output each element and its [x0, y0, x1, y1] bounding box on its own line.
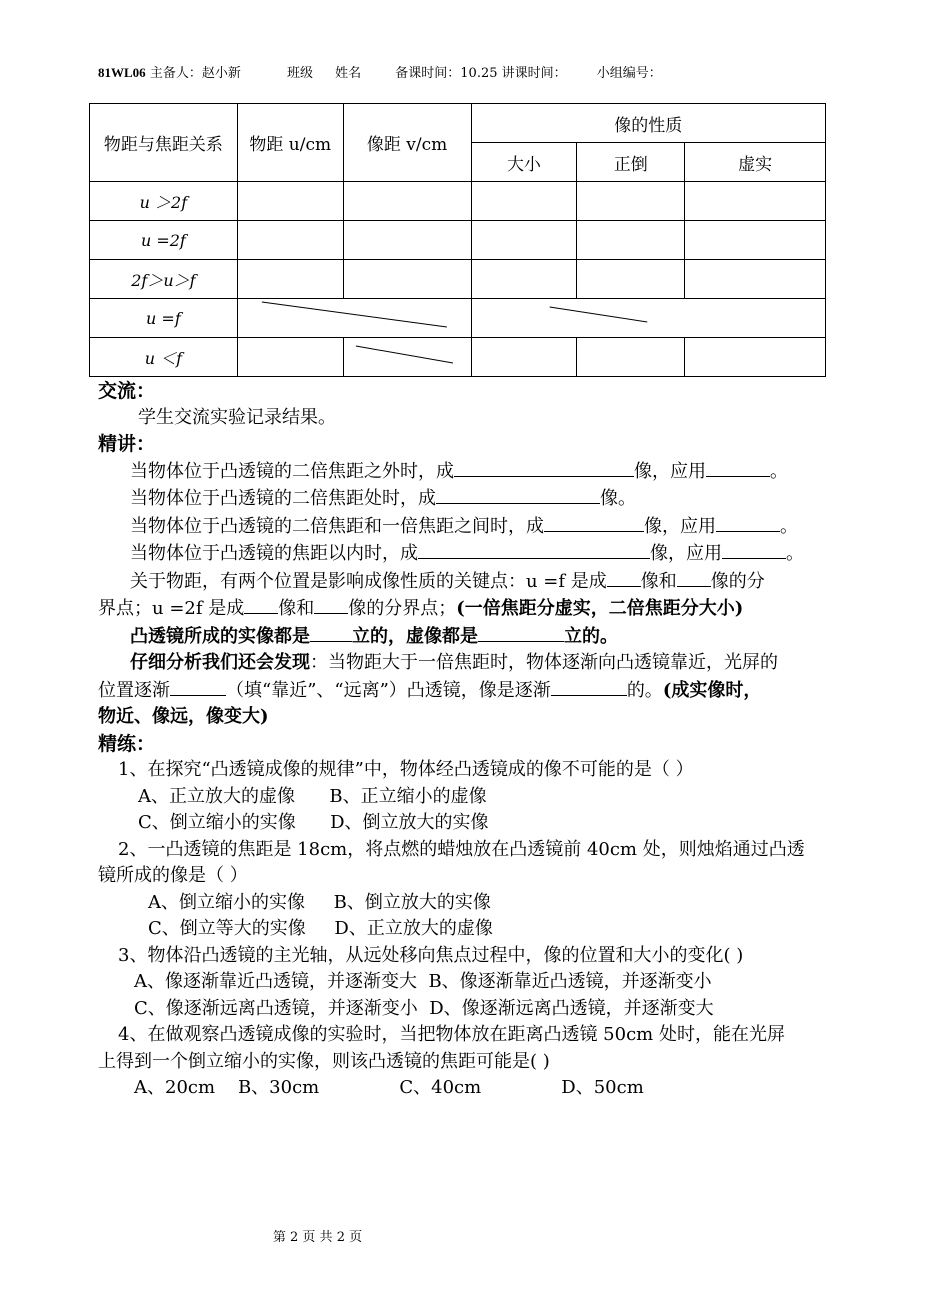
input-cell[interactable] — [237, 338, 343, 377]
experiment-record-table — [89, 103, 826, 377]
fill-blank[interactable] — [478, 623, 564, 642]
input-cell[interactable] — [237, 260, 343, 299]
input-cell[interactable] — [237, 221, 343, 260]
crossed-cell — [237, 299, 471, 338]
table-row — [90, 182, 826, 221]
lecture-line — [98, 677, 858, 705]
text: 关于物距，有两个位置是影响成像性质的关键点：u =f 是成 — [130, 570, 607, 592]
fill-blank[interactable] — [244, 595, 278, 614]
question-2-cont: 镜所成的像是（ ） — [98, 865, 248, 886]
input-cell[interactable] — [471, 221, 577, 260]
group-number: 小组编号： — [596, 66, 662, 81]
preparer: 主备人：赵小新 — [149, 66, 241, 81]
option-b[interactable]: B、正立缩小的虚像 — [329, 785, 487, 807]
fill-blank[interactable] — [607, 568, 641, 587]
page-footer: 第 2 页 共 2 页 — [272, 1230, 363, 1245]
header-size: 大小 — [471, 143, 577, 182]
option-c[interactable]: C、倒立等大的实像 — [148, 918, 306, 939]
fill-blank[interactable] — [454, 458, 634, 477]
fill-blank[interactable] — [544, 513, 644, 532]
options-row — [98, 784, 858, 811]
text: ：当物距大于一倍焦距时，物体逐渐向凸透镜靠近，光屏的 — [310, 652, 778, 673]
option-b[interactable]: B、像逐渐靠近凸透镜，并逐渐变小 — [428, 971, 712, 992]
option-b[interactable]: B、30cm — [237, 1077, 320, 1098]
lecture-line — [98, 650, 858, 677]
fill-blank[interactable] — [418, 540, 650, 559]
text: 当物体位于凸透镜的二倍焦距处时，成 — [130, 488, 436, 509]
fill-blank[interactable] — [310, 623, 352, 642]
header-image-nature: 像的性质 — [471, 104, 825, 143]
lecture-line — [98, 485, 858, 513]
header-image-distance: 像距 v/cm — [343, 104, 471, 182]
input-cell[interactable] — [685, 260, 826, 299]
text: 当物体位于凸透镜的焦距以内时，成 — [130, 543, 418, 564]
options-row — [98, 810, 858, 837]
exchange-text: 学生交流实验记录结果。 — [138, 406, 336, 428]
lecture-line — [98, 623, 858, 651]
question-1: 1、在探究“凸透镜成像的规律”中，物体经凸透镜成的像不可能的是（ ） — [118, 759, 694, 780]
text: 仔细分析我们还会发现 — [130, 652, 310, 673]
option-a[interactable]: A、像逐渐靠近凸透镜，并逐渐变大 — [134, 971, 417, 992]
question-4-cont: 上得到一个倒立缩小的实像，则该凸透镜的焦距可能是( ) — [98, 1050, 550, 1072]
options-row — [98, 916, 858, 943]
text: 像和 — [278, 598, 315, 619]
section-title-exchange: 交流： — [98, 380, 156, 402]
text: （填“靠近”、“远离”）凸透镜，像是逐渐 — [226, 679, 551, 701]
table-row — [90, 221, 826, 260]
text: 像的分 — [710, 570, 765, 592]
input-cell[interactable] — [685, 182, 826, 221]
condition-cell: u ＜f — [90, 338, 238, 377]
option-c[interactable]: C、像逐渐远离凸透镜，并逐渐变小 — [134, 997, 418, 1019]
option-d[interactable]: D、像逐渐远离凸透镜，并逐渐变大 — [429, 997, 714, 1019]
fill-blank[interactable] — [170, 677, 226, 696]
text: 像，应用 — [644, 515, 716, 537]
input-cell[interactable] — [237, 182, 343, 221]
name-label: 姓名 — [335, 66, 362, 81]
condition-cell: u ＞2f — [90, 182, 238, 221]
option-c[interactable]: C、倒立缩小的实像 — [138, 812, 296, 833]
text: 位置逐渐 — [98, 679, 170, 701]
section-title-practice: 精练： — [98, 732, 156, 755]
fill-blank[interactable] — [716, 513, 780, 532]
options-row — [98, 890, 858, 917]
prep-time: 备课时间：10.25 讲课时间： — [395, 66, 567, 81]
option-a[interactable]: A、正立放大的虚像 — [138, 785, 295, 807]
mnemonic: (一倍焦距分虚实，二倍焦距分大小) — [456, 598, 744, 619]
lecture-line: 物近、像远，像变大) — [98, 706, 269, 727]
options-row — [98, 1075, 858, 1102]
crossed-cell — [343, 338, 471, 377]
option-d[interactable]: D、50cm — [561, 1077, 644, 1098]
lecture-line — [98, 568, 858, 596]
class-label: 班级 — [286, 66, 313, 81]
section-title-lecture: 精讲： — [98, 433, 156, 455]
input-cell[interactable] — [577, 338, 685, 377]
lecture-line — [98, 513, 858, 541]
table-row — [90, 299, 826, 338]
condition-cell: 2f＞u＞f — [90, 260, 238, 299]
text: 凸透镜所成的实像都是 — [130, 625, 310, 647]
option-d[interactable]: D、倒立放大的实像 — [330, 812, 489, 833]
text: 。 — [770, 460, 788, 482]
input-cell[interactable] — [471, 182, 577, 221]
worksheet-body — [98, 378, 858, 1102]
option-a[interactable]: A、倒立缩小的实像 — [148, 891, 305, 913]
input-cell[interactable] — [343, 182, 471, 221]
header-real-virtual: 虚实 — [685, 143, 826, 182]
text: 。 — [786, 543, 804, 564]
fill-blank[interactable] — [551, 677, 627, 696]
question-3: 3、物体沿凸透镜的主光轴，从远处移向焦点过程中，像的位置和大小的变化( ) — [118, 944, 744, 966]
input-cell[interactable] — [577, 221, 685, 260]
fill-blank[interactable] — [436, 485, 600, 504]
table-row — [90, 338, 826, 377]
text: 像，应用 — [634, 460, 706, 482]
text: 当物体位于凸透镜的二倍焦距之外时，成 — [130, 460, 454, 482]
option-b[interactable]: B、倒立放大的实像 — [333, 891, 491, 913]
options-row — [98, 996, 858, 1023]
text: 界点；u =2f 是成 — [98, 598, 245, 619]
input-cell[interactable] — [577, 260, 685, 299]
fill-blank[interactable] — [722, 540, 786, 559]
option-c[interactable]: C、40cm — [399, 1077, 482, 1098]
question-2: 2、一凸透镜的焦距是 18cm，将点燃的蜡烛放在凸透镜前 40cm 处，则烛焰通过凸透 — [118, 838, 805, 860]
slash-line — [472, 299, 825, 337]
lecture-line — [98, 458, 858, 486]
input-cell[interactable] — [471, 338, 577, 377]
input-cell[interactable] — [343, 221, 471, 260]
text: 像，应用 — [650, 543, 722, 564]
fill-blank[interactable] — [314, 595, 348, 614]
option-d[interactable]: D、正立放大的虚像 — [334, 918, 493, 939]
question-4: 4、在做观察凸透镜成像的实验时，当把物体放在距离凸透镜 50cm 处时，能在光屏 — [118, 1024, 785, 1045]
text: 。 — [780, 515, 798, 537]
table-row — [90, 260, 826, 299]
condition-cell: u =2f — [90, 221, 238, 260]
input-cell[interactable] — [343, 260, 471, 299]
slash-line — [344, 338, 471, 376]
text: 像。 — [600, 488, 636, 509]
fill-blank[interactable] — [677, 568, 711, 587]
header-object-distance: 物距 u/cm — [237, 104, 343, 182]
options-row — [98, 969, 858, 996]
mnemonic: (成实像时， — [662, 679, 762, 701]
condition-cell: u =f — [90, 299, 238, 338]
page-header — [98, 62, 662, 81]
header-orientation: 正倒 — [577, 143, 685, 182]
input-cell[interactable] — [577, 182, 685, 221]
lecture-line — [98, 540, 858, 568]
fill-blank[interactable] — [706, 458, 770, 477]
crossed-cell — [471, 299, 825, 338]
text: 立的，虚像都是 — [352, 625, 478, 647]
text: 立的。 — [564, 625, 618, 647]
text: 像的分界点； — [348, 598, 457, 619]
text: 像和 — [640, 570, 677, 592]
text: 的。 — [626, 679, 663, 701]
slash-line — [238, 299, 471, 337]
option-a[interactable]: A、20cm — [134, 1077, 216, 1098]
doc-code: 81WL06 — [98, 65, 146, 80]
text: 当物体位于凸透镜的二倍焦距和一倍焦距之间时，成 — [130, 515, 544, 537]
input-cell[interactable] — [471, 260, 577, 299]
header-relation: 物距与焦距关系 — [90, 104, 238, 182]
lecture-line — [98, 595, 858, 623]
input-cell[interactable] — [685, 338, 826, 377]
input-cell[interactable] — [685, 221, 826, 260]
